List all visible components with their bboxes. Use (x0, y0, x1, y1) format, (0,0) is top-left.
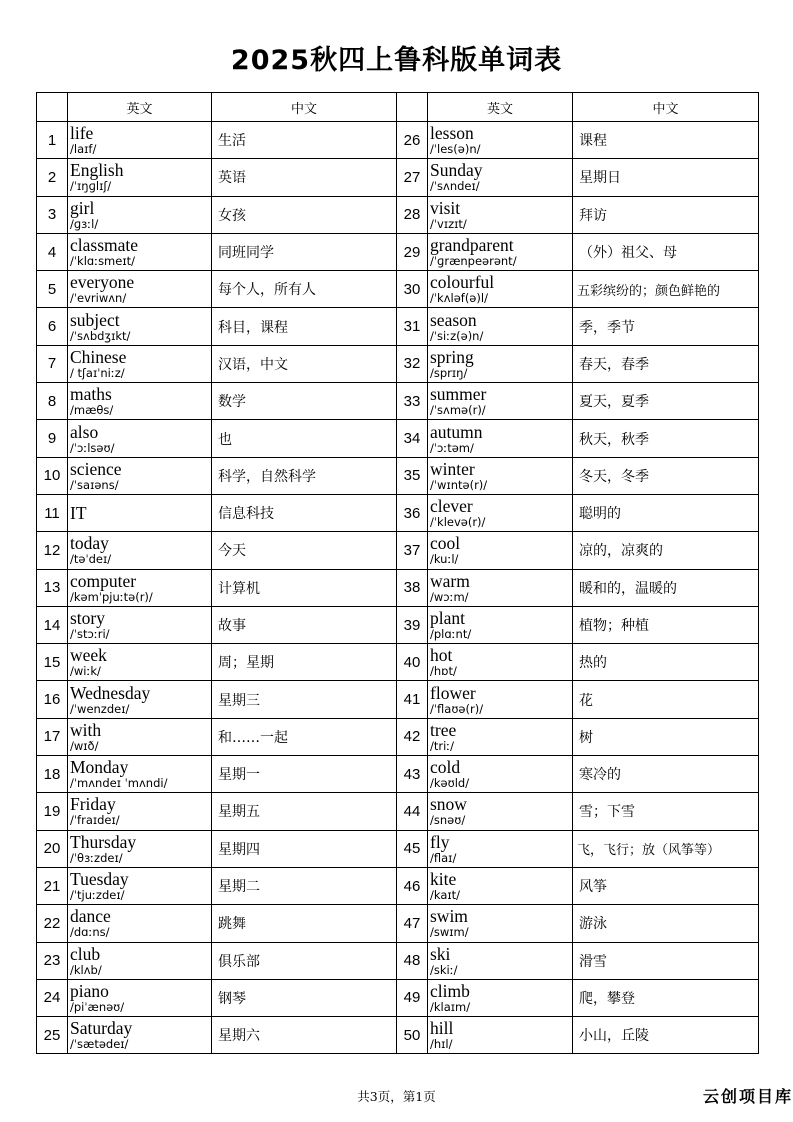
right-english-cell (428, 271, 573, 308)
right-number: 28 (397, 196, 428, 233)
right-phonetic: /sprɪŋ/ (430, 365, 468, 380)
left-chinese: 每个人，所有人 (212, 271, 397, 308)
right-number: 47 (397, 905, 428, 942)
right-chinese: 春天，春季 (573, 345, 759, 382)
table-row (37, 793, 759, 830)
table-row (37, 308, 759, 345)
header-english-left: 英文 (68, 93, 212, 122)
right-number: 37 (397, 532, 428, 569)
header-english-right: 英文 (428, 93, 573, 122)
right-english-cell (428, 905, 573, 942)
table-row (37, 830, 759, 867)
left-phonetic: /wiːk/ (70, 664, 101, 679)
left-word: club (70, 943, 101, 964)
left-word: science (70, 458, 122, 479)
left-english-cell (68, 420, 212, 457)
right-word: clever (430, 496, 473, 517)
right-phonetic: /ˈkʌləf(ə)l/ (430, 291, 488, 306)
right-word: winter (430, 458, 475, 479)
left-chinese: 星期二 (212, 867, 397, 904)
right-word: autumn (430, 421, 483, 442)
left-word: week (70, 645, 107, 666)
left-chinese: 计算机 (212, 569, 397, 606)
right-chinese: 小山，丘陵 (573, 1017, 759, 1054)
left-word: Monday (70, 757, 129, 778)
left-phonetic: /ˈwenzdeɪ/ (70, 701, 130, 716)
header-num-right (397, 93, 428, 122)
right-phonetic: /snəʊ/ (430, 813, 466, 828)
right-english-cell (428, 830, 573, 867)
left-english-cell (68, 233, 212, 270)
table-row (37, 718, 759, 755)
left-english-cell (68, 1017, 212, 1054)
left-number: 7 (37, 345, 68, 382)
right-english-cell (428, 569, 573, 606)
right-word: season (430, 309, 477, 330)
right-english-cell (428, 718, 573, 755)
left-english-cell (68, 383, 212, 420)
right-english-cell (428, 420, 573, 457)
left-chinese: 女孩 (212, 196, 397, 233)
table-row (37, 122, 759, 159)
left-english-cell (68, 308, 212, 345)
table-row (37, 681, 759, 718)
left-word: also (70, 421, 99, 442)
left-english-cell (68, 345, 212, 382)
right-phonetic: /swɪm/ (430, 925, 469, 940)
right-number: 42 (397, 718, 428, 755)
right-chinese: 夏天，夏季 (573, 383, 759, 420)
left-english-cell (68, 905, 212, 942)
left-phonetic: / tʃaɪˈniːz/ (70, 365, 125, 380)
left-chinese: 数学 (212, 383, 397, 420)
header-num-left (37, 93, 68, 122)
left-word: with (70, 719, 102, 740)
right-number: 32 (397, 345, 428, 382)
table-row (37, 644, 759, 681)
left-word: Saturday (70, 1018, 133, 1039)
right-english-cell (428, 606, 573, 643)
right-english-cell (428, 383, 573, 420)
left-phonetic: /dɑːns/ (70, 925, 110, 940)
left-phonetic: /ˈklɑːsmeɪt/ (70, 254, 135, 269)
left-number: 23 (37, 942, 68, 979)
left-english-cell (68, 196, 212, 233)
left-chinese: 和……一起 (212, 718, 397, 755)
table-row (37, 233, 759, 270)
right-word: Sunday (430, 160, 483, 181)
right-chinese: 爬，攀登 (573, 979, 759, 1016)
right-number: 46 (397, 867, 428, 904)
left-chinese: 科学，自然科学 (212, 457, 397, 494)
left-english-cell (68, 271, 212, 308)
left-word: story (70, 608, 105, 628)
left-chinese: 英语 (212, 159, 397, 196)
left-word: classmate (70, 235, 139, 256)
right-english-cell (428, 122, 573, 159)
table-row (37, 979, 759, 1016)
right-english-cell (428, 494, 573, 531)
left-phonetic: /ˈθɜːzdeɪ/ (70, 850, 123, 865)
left-english-cell (68, 756, 212, 793)
right-word: grandparent (430, 235, 514, 256)
left-chinese: 星期三 (212, 681, 397, 718)
right-phonetic: /kəʊld/ (430, 776, 470, 791)
table-row (37, 457, 759, 494)
left-number: 17 (37, 718, 68, 755)
right-number: 34 (397, 420, 428, 457)
left-english-cell (68, 606, 212, 643)
left-number: 2 (37, 159, 68, 196)
left-phonetic: /klʌb/ (70, 962, 102, 977)
left-phonetic: /ˈmʌndeɪ ˈmʌndi/ (70, 776, 168, 791)
left-word: piano (70, 980, 109, 1001)
right-number: 44 (397, 793, 428, 830)
right-word: warm (430, 570, 470, 591)
left-word: girl (70, 197, 95, 218)
right-number: 39 (397, 606, 428, 643)
left-word: life (70, 123, 94, 144)
right-phonetic: /ˈɔːtəm/ (430, 440, 474, 455)
right-chinese: 寒冷的 (573, 756, 759, 793)
left-chinese: 同班同学 (212, 233, 397, 270)
right-chinese: 五彩缤纷的；颜色鲜艳的 (573, 271, 759, 308)
header-chinese-right: 中文 (573, 93, 759, 122)
right-chinese: 雪；下雪 (573, 793, 759, 830)
right-english-cell (428, 308, 573, 345)
table-row (37, 867, 759, 904)
left-phonetic: /təˈdeɪ/ (70, 552, 112, 567)
right-phonetic: /kuːl/ (430, 552, 459, 567)
table-row (37, 756, 759, 793)
left-number: 1 (37, 122, 68, 159)
table-row (37, 420, 759, 457)
right-number: 41 (397, 681, 428, 718)
left-phonetic: /mæθs/ (70, 403, 114, 418)
right-chinese: 滑雪 (573, 942, 759, 979)
header-chinese-left: 中文 (212, 93, 397, 122)
right-word: lesson (430, 123, 474, 144)
left-number: 24 (37, 979, 68, 1016)
left-word: today (70, 533, 109, 554)
left-phonetic: /ɡɜːl/ (70, 216, 99, 231)
left-english-cell (68, 793, 212, 830)
table-row (37, 345, 759, 382)
left-phonetic: /ˈɔːlsəʊ/ (70, 440, 115, 455)
left-chinese: 汉语，中文 (212, 345, 397, 382)
right-phonetic: /plɑːnt/ (430, 627, 472, 641)
table-row (37, 494, 759, 531)
vocabulary-body (37, 122, 759, 1054)
left-chinese: 星期一 (212, 756, 397, 793)
right-english-cell (428, 942, 573, 979)
left-english-cell (68, 569, 212, 606)
right-chinese: 暖和的，温暖的 (573, 569, 759, 606)
left-word: maths (70, 384, 112, 405)
table-row (37, 196, 759, 233)
right-chinese: 植物；种植 (573, 606, 759, 643)
right-english-cell (428, 345, 573, 382)
right-chinese: 凉的，凉爽的 (573, 532, 759, 569)
left-number: 19 (37, 793, 68, 830)
left-english-cell (68, 644, 212, 681)
right-word: colourful (430, 272, 495, 293)
right-english-cell (428, 681, 573, 718)
right-number: 49 (397, 979, 428, 1016)
left-chinese: 俱乐部 (212, 942, 397, 979)
left-chinese: 钢琴 (212, 979, 397, 1016)
left-number: 10 (37, 457, 68, 494)
right-phonetic: /ˈsiːz(ə)n/ (430, 328, 484, 343)
left-phonetic: /ˈstɔːri/ (70, 627, 110, 641)
left-chinese: 星期五 (212, 793, 397, 830)
right-english-cell (428, 793, 573, 830)
right-chinese: 秋天，秋季 (573, 420, 759, 457)
right-phonetic: /ˈsʌndeɪ/ (430, 179, 480, 194)
right-word: fly (430, 831, 450, 852)
right-phonetic: /wɔːm/ (430, 589, 469, 604)
left-phonetic: /ˈsʌbdʒɪkt/ (70, 328, 131, 343)
left-chinese: 故事 (212, 606, 397, 643)
left-phonetic: /piˈænəʊ/ (70, 999, 125, 1014)
right-chinese: 花 (573, 681, 759, 718)
left-word: Chinese (70, 346, 127, 367)
table-row (37, 942, 759, 979)
right-word: flower (430, 682, 476, 703)
left-english-cell (68, 681, 212, 718)
left-chinese: 星期四 (212, 830, 397, 867)
right-english-cell (428, 196, 573, 233)
right-phonetic: /ˈvɪzɪt/ (430, 216, 467, 231)
right-chinese: 星期日 (573, 159, 759, 196)
left-phonetic: /ˈevriwʌn/ (70, 291, 127, 306)
left-chinese: 生活 (212, 122, 397, 159)
right-number: 27 (397, 159, 428, 196)
table-row (37, 271, 759, 308)
left-english-cell (68, 457, 212, 494)
left-english-cell (68, 494, 212, 531)
left-word: Thursday (70, 831, 137, 852)
right-phonetic: /ˈwɪntə(r)/ (430, 477, 488, 492)
left-chinese: 跳舞 (212, 905, 397, 942)
right-phonetic: /ˈɡrænpeərənt/ (430, 254, 517, 269)
right-chinese: 树 (573, 718, 759, 755)
right-number: 50 (397, 1017, 428, 1054)
left-english-cell (68, 867, 212, 904)
left-english-cell (68, 532, 212, 569)
right-word: hill (430, 1018, 454, 1039)
right-chinese: 飞，飞行；放（风筝等） (573, 830, 759, 867)
right-phonetic: /ˈles(ə)n/ (430, 142, 481, 157)
left-phonetic: /ˈfraɪdeɪ/ (70, 813, 120, 828)
right-phonetic: /ˈflaʊə(r)/ (430, 701, 484, 716)
right-number: 48 (397, 942, 428, 979)
left-chinese: 星期六 (212, 1017, 397, 1054)
right-word: spring (430, 346, 474, 367)
left-number: 13 (37, 569, 68, 606)
right-english-cell (428, 644, 573, 681)
right-number: 38 (397, 569, 428, 606)
left-phonetic: /laɪf/ (70, 142, 97, 157)
left-word: Friday (70, 794, 116, 815)
right-word: kite (430, 869, 457, 890)
right-word: cool (430, 533, 461, 554)
table-row (37, 159, 759, 196)
right-english-cell (428, 532, 573, 569)
left-number: 8 (37, 383, 68, 420)
right-word: cold (430, 757, 461, 778)
brand-watermark: 云创项目库 (702, 1087, 793, 1106)
right-number: 45 (397, 830, 428, 867)
left-chinese: 也 (212, 420, 397, 457)
right-phonetic: /flaɪ/ (430, 850, 457, 865)
left-chinese: 今天 (212, 532, 397, 569)
page-title: 2025秋四上鲁科版单词表 (230, 45, 563, 76)
left-word: dance (70, 906, 111, 927)
right-phonetic: /ˈklevə(r)/ (430, 515, 486, 530)
table-row (37, 606, 759, 643)
right-phonetic: /kaɪt/ (430, 888, 461, 903)
right-english-cell (428, 1017, 573, 1054)
right-english-cell (428, 457, 573, 494)
right-chinese: 热的 (573, 644, 759, 681)
right-word: tree (430, 719, 457, 740)
right-phonetic: /skiː/ (430, 962, 458, 977)
left-phonetic: /ˈsætədeɪ/ (70, 1037, 129, 1052)
right-word: plant (430, 608, 465, 628)
left-number: 5 (37, 271, 68, 308)
table-row (37, 532, 759, 569)
right-word: climb (430, 980, 470, 1001)
right-chinese: 游泳 (573, 905, 759, 942)
left-chinese: 信息科技 (212, 494, 397, 531)
right-number: 33 (397, 383, 428, 420)
left-number: 25 (37, 1017, 68, 1054)
right-chinese: 课程 (573, 122, 759, 159)
right-phonetic: /ˈsʌmə(r)/ (430, 403, 486, 418)
right-phonetic: /hɒt/ (430, 664, 457, 679)
right-english-cell (428, 233, 573, 270)
left-number: 21 (37, 867, 68, 904)
right-word: visit (430, 197, 461, 218)
right-word: snow (430, 794, 467, 815)
page-number: 共3页，第1页 (357, 1089, 436, 1104)
right-chinese: 季，季节 (573, 308, 759, 345)
left-phonetic: /kəmˈpjuːtə(r)/ (70, 589, 153, 604)
left-english-cell (68, 979, 212, 1016)
right-number: 31 (397, 308, 428, 345)
left-number: 22 (37, 905, 68, 942)
left-word: Tuesday (70, 869, 129, 890)
left-word: IT (70, 503, 87, 524)
table-row (37, 569, 759, 606)
left-phonetic: /ˈtjuːzdeɪ/ (70, 888, 125, 903)
right-number: 36 (397, 494, 428, 531)
left-number: 18 (37, 756, 68, 793)
right-word: summer (430, 384, 487, 405)
right-english-cell (428, 979, 573, 1016)
left-english-cell (68, 122, 212, 159)
left-word: Wednesday (70, 682, 151, 703)
right-chinese: 冬天，冬季 (573, 457, 759, 494)
left-number: 12 (37, 532, 68, 569)
left-phonetic: /wɪð/ (70, 738, 99, 753)
right-word: ski (430, 943, 451, 964)
left-chinese: 周；星期 (212, 644, 397, 681)
table-row (37, 383, 759, 420)
left-number: 4 (37, 233, 68, 270)
right-number: 43 (397, 756, 428, 793)
right-chinese: 拜访 (573, 196, 759, 233)
left-number: 6 (37, 308, 68, 345)
table-row (37, 905, 759, 942)
right-phonetic: /klaɪm/ (430, 999, 471, 1014)
left-english-cell (68, 942, 212, 979)
right-number: 29 (397, 233, 428, 270)
right-english-cell (428, 867, 573, 904)
right-number: 40 (397, 644, 428, 681)
left-english-cell (68, 718, 212, 755)
table-row (37, 1017, 759, 1054)
right-phonetic: /triː/ (430, 738, 455, 753)
left-word: computer (70, 570, 137, 591)
right-english-cell (428, 756, 573, 793)
left-number: 16 (37, 681, 68, 718)
left-number: 14 (37, 606, 68, 643)
left-word: subject (70, 309, 120, 330)
right-chinese: （外）祖父、母 (573, 233, 759, 270)
right-number: 35 (397, 457, 428, 494)
left-number: 3 (37, 196, 68, 233)
left-english-cell (68, 159, 212, 196)
right-phonetic: /hɪl/ (430, 1037, 453, 1052)
right-english-cell (428, 159, 573, 196)
left-word: everyone (70, 272, 135, 293)
right-number: 30 (397, 271, 428, 308)
left-number: 20 (37, 830, 68, 867)
right-chinese: 风筝 (573, 867, 759, 904)
header-row (37, 93, 759, 122)
right-word: hot (430, 645, 453, 666)
left-english-cell (68, 830, 212, 867)
left-chinese: 科目，课程 (212, 308, 397, 345)
right-word: swim (430, 906, 468, 927)
left-word: English (70, 160, 124, 181)
left-phonetic: /ˈɪŋɡlɪʃ/ (70, 179, 112, 194)
left-number: 15 (37, 644, 68, 681)
right-number: 26 (397, 122, 428, 159)
right-chinese: 聪明的 (573, 494, 759, 531)
left-phonetic: /ˈsaɪəns/ (70, 477, 119, 492)
left-number: 11 (37, 494, 68, 531)
vocabulary-table (36, 92, 759, 1054)
left-number: 9 (37, 420, 68, 457)
